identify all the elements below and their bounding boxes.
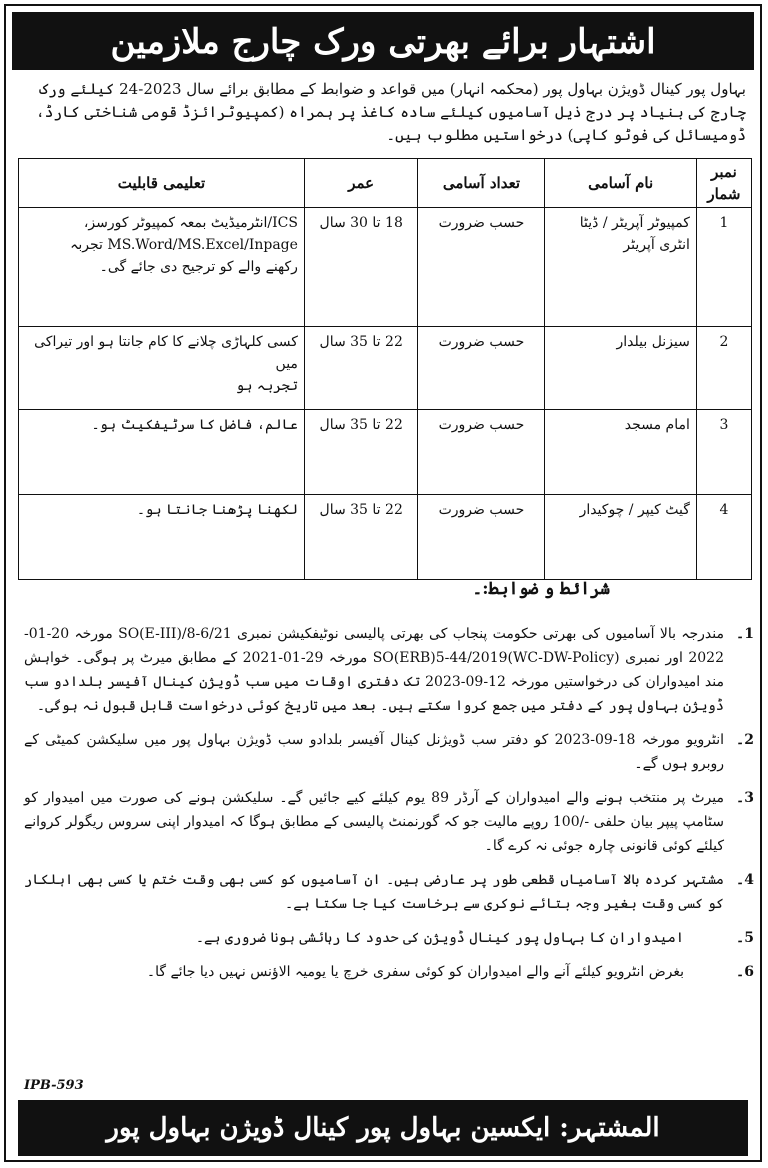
term-item xyxy=(24,960,754,984)
header-serial: نمبر شمار xyxy=(696,159,751,208)
cell-post-count: حسب ضرورت xyxy=(418,495,545,580)
intro-paragraph: بہاول پور کینال ڈویژن بہاول پور (محکمہ انہار) میں قواعد و ضوابط کے مطابق برائے سال 2023-24 کیلئے ورک چارج کی بنیاد پر درج ذیل آسامیوں کیلئے سادہ کاغذ پر ہمراہ (کمپیوٹرائزڈ قومی شناختی کارڈ، ڈومیسائل کی فوٹو کاپی) درخواستیں مطلوب ہیں۔ xyxy=(35,80,746,144)
cell-serial: 1 xyxy=(696,208,751,327)
qualification-line: MS.Word/MS.Excel/Inpage تجربہ xyxy=(70,237,298,253)
advertiser-footer: المشتہر: ایکسین بہاول پور کینال ڈویژن بہاول پور xyxy=(18,1100,748,1156)
posts-table xyxy=(18,158,752,580)
advertisement-sheet xyxy=(4,4,762,1162)
table-row xyxy=(19,327,752,410)
term-item xyxy=(24,786,754,858)
cell-age: 22 تا 35 سال xyxy=(304,495,418,580)
term-number: 5۔ xyxy=(736,930,754,946)
term-item xyxy=(24,728,754,776)
cell-post-name: امام مسجد xyxy=(545,410,697,495)
terms-list xyxy=(24,622,754,1122)
term-number: 6۔ xyxy=(736,964,754,980)
cell-age: 22 تا 35 سال xyxy=(304,410,418,495)
header-age: عمر xyxy=(304,159,418,208)
term-number: 2۔ xyxy=(736,732,754,748)
cell-age: 18 تا 30 سال xyxy=(304,208,418,327)
qualification-line: رکھنے والے کو ترجیح دی جائے گی۔ xyxy=(99,259,298,275)
table-row xyxy=(19,495,752,580)
term-item xyxy=(24,926,754,950)
term-text: بغرض انٹرویو کیلئے آنے والے امیدواران کو کوئی سفری خرچ یا یومیہ الاؤنس نہیں دیا جائے گا۔ xyxy=(146,964,684,980)
term-text: مندرجہ بالا آسامیوں کی بھرتی حکومت پنجاب کی بھرتی پالیسی نوٹیفکیشن نمبری SO(E-III)/8-6/21 مورخہ 20-01-2022 اور نمبری SO(ERB)5-44/2019(WC-DW-Policy) مورخہ 29-01-2021 کے مطابق میرٹ پر ہوگی۔ خواہش مند امیدواران کی درخواستیں مورخہ 12-09-2023 تک دفتری اوقات میں سب ڈویژن کینال آفیسر بلدادو سب ڈویژن بہاول پور کے دفتر میں جمع کروا سکتے ہیں۔ بعد میں تاریخ کوئی درخواست قابل قبول نہ ہوگی۔ xyxy=(24,626,725,714)
cell-post-count: حسب ضرورت xyxy=(418,410,545,495)
cell-post-name: سیزنل بیلدار xyxy=(545,327,697,410)
terms-heading: شرائط و ضوابط:۔ xyxy=(472,579,610,599)
cell-qualification xyxy=(19,327,305,410)
cell-qualification xyxy=(19,495,305,580)
term-text: میرٹ پر منتخب ہونے والے امیدواران کے آرڈر 89 یوم کیلئے کیے جائیں گے۔ سلیکشن ہونے کی صورت میں امیدوار کو سٹامپ پیپر بیان حلفی -/100 روپے مالیت جو کہ گورنمنٹ پالیسی کے مطابق ہوگا کہ امیدوار اپنی سروس ریگولر کروانے کیلئے کوئی قانونی چارہ جوئی نہ کرے گا۔ xyxy=(24,790,725,854)
qualification-line: کسی کلہاڑی چلانے کا کام جانتا ہو اور تیراکی میں xyxy=(34,334,298,372)
cell-qualification xyxy=(19,410,305,495)
term-text: امیدواران کا بہاول پور کینال ڈویژن کی حدود کا رہائشی ہونا ضروری ہے۔ xyxy=(195,930,684,946)
term-item xyxy=(24,868,754,916)
advertisement-title: اشتہار برائے بھرتی ورک چارج ملازمین xyxy=(12,12,754,70)
cell-post-count: حسب ضرورت xyxy=(418,208,545,327)
table-row xyxy=(19,410,752,495)
term-number: 4۔ xyxy=(736,872,754,888)
qualification-line: تجربہ ہو xyxy=(236,378,298,394)
term-number: 1۔ xyxy=(736,626,754,642)
cell-serial: 4 xyxy=(696,495,751,580)
cell-qualification xyxy=(19,208,305,327)
qualification-line: لکھنا پڑھنا جانتا ہو۔ xyxy=(136,502,298,518)
header-post-name: نام آسامی xyxy=(545,159,697,208)
term-text: انٹرویو مورخہ 18-09-2023 کو دفتر سب ڈویژنل کینال آفیسر بلدادو سب ڈویژن بہاول پور میں سلیکشن کمیٹی کے روبرو ہوں گے۔ xyxy=(24,732,724,772)
qualification-line: ICS/انٹرمیڈیٹ بمعہ کمپیوٹر کورسز، xyxy=(83,215,298,231)
reference-code: IPB-593 xyxy=(24,1078,84,1093)
qualification-line: عالم، فاضل کا سرٹیفکیٹ ہو۔ xyxy=(91,417,298,433)
term-text: مشتہر کردہ بالا آسامیاں قطعی طور پر عارضی ہیں۔ ان آسامیوں کو کسی بھی وقت ختم یا کسی بھی اہلکار کو کسی وقت بغیر وجہ بتائے نوکری سے برخاست کیا جا سکتا ہے۔ xyxy=(24,872,724,912)
cell-post-name: کمپیوٹر آپریٹر / ڈیٹا انٹری آپریٹر xyxy=(545,208,697,327)
table-header-row xyxy=(19,159,752,208)
cell-post-count: حسب ضرورت xyxy=(418,327,545,410)
cell-post-name: گیٹ کیپر / چوکیدار xyxy=(545,495,697,580)
table-row xyxy=(19,208,752,327)
header-qualification: تعلیمی قابلیت xyxy=(19,159,305,208)
term-item xyxy=(24,622,754,718)
cell-serial: 3 xyxy=(696,410,751,495)
term-number: 3۔ xyxy=(736,790,754,806)
cell-age: 22 تا 35 سال xyxy=(304,327,418,410)
header-post-count: تعداد آسامی xyxy=(418,159,545,208)
cell-serial: 2 xyxy=(696,327,751,410)
